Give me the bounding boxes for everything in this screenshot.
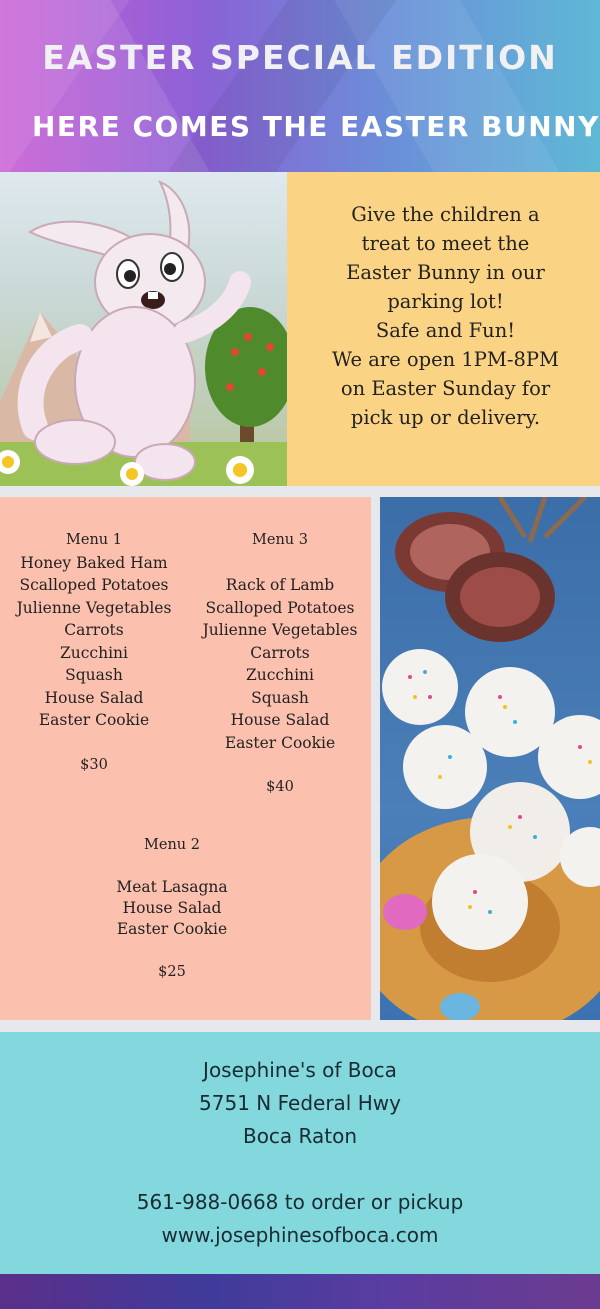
menu-item: Carrots: [250, 643, 310, 662]
menu-item: Julienne Vegetables: [16, 598, 172, 617]
menu-title: Menu 2: [144, 837, 200, 853]
menu-item: Squash: [65, 666, 123, 684]
menu-spacer: [192, 552, 368, 575]
food-illustration: [380, 497, 600, 1020]
promo-line: pick up or delivery.: [350, 406, 541, 429]
menu-price: $40: [266, 779, 294, 795]
menu-item: House Salad: [230, 711, 330, 729]
page-subtitle: HERE COMES THE EASTER BUNNY: [32, 110, 600, 143]
menu-item: Easter Cookie: [224, 733, 336, 752]
menu-2: [82, 835, 262, 983]
footer-contact: [0, 1032, 600, 1274]
menu-item: Meat Lasagna: [116, 878, 228, 896]
menu-item: Honey Baked Ham: [20, 553, 168, 572]
restaurant-city: Boca Raton: [242, 1124, 358, 1148]
restaurant-name: Josephine's of Boca: [203, 1058, 397, 1082]
menu-item: Squash: [251, 688, 309, 707]
menu-item: Zucchini: [60, 643, 128, 662]
menus-panel: [0, 497, 371, 1020]
menu-3: [192, 529, 368, 799]
easter-bunny-illustration: [0, 172, 287, 486]
menu-item: Julienne Vegetables: [202, 621, 358, 639]
promo-line: We are open 1PM-8PM: [332, 348, 559, 371]
promo-line: Easter Bunny in our: [346, 261, 545, 284]
promo-line: on Easter Sunday for: [340, 377, 551, 400]
menu-item: Easter Cookie: [116, 920, 228, 938]
menu-price: $30: [80, 756, 108, 773]
promo-text: [303, 200, 588, 432]
menu-item: Zucchini: [246, 666, 314, 684]
restaurant-address: 5751 N Federal Hwy: [199, 1091, 401, 1115]
menu-1: [4, 529, 184, 776]
menu-item: House Salad: [44, 688, 144, 707]
bottom-decorative-band: [0, 1274, 600, 1309]
phone-line[interactable]: 561-988-0668 to order or pickup: [136, 1190, 464, 1214]
website-link[interactable]: www.josephinesofboca.com: [161, 1223, 439, 1247]
menu-title: Menu 1: [66, 532, 122, 548]
easter-food-image: [380, 497, 600, 1020]
promo-line: parking lot!: [387, 290, 504, 313]
promo-line: Give the children a: [351, 203, 540, 226]
menu-item: Easter Cookie: [38, 711, 150, 729]
menu-item: Scalloped Potatoes: [19, 576, 169, 594]
menu-price: $25: [158, 964, 186, 980]
menu-item: Scalloped Potatoes: [205, 598, 355, 617]
header-banner: [0, 0, 600, 172]
menu-item: House Salad: [122, 899, 222, 917]
menu-spacer: [82, 856, 262, 877]
promo-line: treat to meet the: [361, 232, 530, 255]
page-title: EASTER SPECIAL EDITION: [42, 38, 558, 77]
menu-item: Carrots: [64, 621, 124, 639]
menu-title: Menu 3: [252, 532, 308, 548]
menu-item: Rack of Lamb: [225, 576, 335, 594]
bunny-image: [0, 172, 287, 486]
promo-panel: [287, 172, 600, 486]
promo-line: Safe and Fun!: [375, 319, 516, 342]
